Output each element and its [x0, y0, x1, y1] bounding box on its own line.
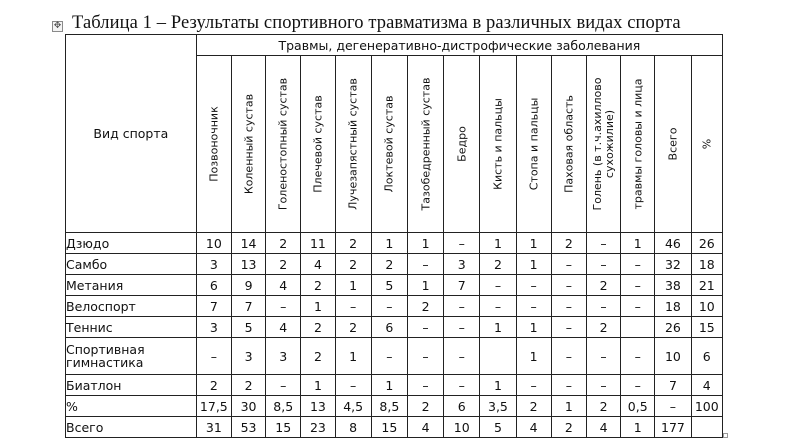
value-cell: –: [407, 317, 443, 338]
column-header: Голень (в т.ч.ахиллово сухожилие): [586, 56, 620, 233]
value-cell: –: [551, 296, 586, 317]
column-header: %: [691, 56, 722, 233]
table-body: [66, 233, 723, 438]
table-row: [66, 275, 723, 296]
value-cell: 3: [444, 254, 480, 275]
value-cell: –: [621, 275, 655, 296]
value-cell: 10: [691, 296, 722, 317]
table-row: [66, 375, 723, 396]
sport-name-cell: %: [66, 396, 197, 417]
value-cell: 2: [335, 254, 371, 275]
value-cell: 53: [231, 417, 265, 438]
value-cell: –: [551, 375, 586, 396]
value-cell: –: [266, 296, 301, 317]
value-cell: –: [551, 275, 586, 296]
value-cell: 2: [335, 317, 371, 338]
value-cell: 4: [586, 417, 620, 438]
value-cell: 3: [231, 338, 265, 375]
sport-name-cell: Метания: [66, 275, 197, 296]
value-cell: 2: [551, 417, 586, 438]
value-cell: 7: [196, 296, 231, 317]
value-cell: 2: [301, 317, 335, 338]
value-cell: 4: [266, 275, 301, 296]
value-cell: [480, 338, 516, 375]
value-cell: 7: [231, 296, 265, 317]
value-cell: –: [516, 296, 551, 317]
value-cell: 177: [655, 417, 691, 438]
value-cell: 2: [407, 396, 443, 417]
value-cell: –: [335, 375, 371, 396]
value-cell: –: [444, 296, 480, 317]
value-cell: –: [407, 375, 443, 396]
value-cell: 6: [371, 317, 407, 338]
value-cell: 1: [621, 233, 655, 254]
value-cell: 1: [551, 396, 586, 417]
value-cell: 14: [231, 233, 265, 254]
sport-name-cell: Велоспорт: [66, 296, 197, 317]
value-cell: 5: [231, 317, 265, 338]
table-row: [66, 317, 723, 338]
value-cell: 26: [691, 233, 722, 254]
value-cell: 3: [196, 254, 231, 275]
value-cell: 10: [444, 417, 480, 438]
value-cell: 0,5: [621, 396, 655, 417]
value-cell: –: [586, 233, 620, 254]
value-cell: 1: [371, 233, 407, 254]
value-cell: 10: [655, 338, 691, 375]
table-row: [66, 296, 723, 317]
sport-name-cell: Теннис: [66, 317, 197, 338]
value-cell: –: [444, 338, 480, 375]
value-cell: 8,5: [371, 396, 407, 417]
column-header: Локтевой сустав: [371, 56, 407, 233]
value-cell: –: [586, 338, 620, 375]
value-cell: 4: [301, 254, 335, 275]
value-cell: 1: [371, 375, 407, 396]
value-cell: –: [371, 338, 407, 375]
value-cell: 1: [516, 317, 551, 338]
value-cell: 17,5: [196, 396, 231, 417]
sport-name-cell: Самбо: [66, 254, 197, 275]
value-cell: –: [621, 375, 655, 396]
value-cell: 1: [407, 233, 443, 254]
table-row: [66, 233, 723, 254]
value-cell: 2: [301, 275, 335, 296]
value-cell: 1: [480, 233, 516, 254]
value-cell: 2: [586, 275, 620, 296]
value-cell: 2: [266, 233, 301, 254]
value-cell: 18: [691, 254, 722, 275]
value-cell: 13: [301, 396, 335, 417]
column-header: Плечевой сустав: [301, 56, 335, 233]
value-cell: 1: [301, 296, 335, 317]
value-cell: –: [551, 254, 586, 275]
header-row-group: [66, 35, 723, 56]
value-cell: –: [551, 338, 586, 375]
value-cell: –: [516, 275, 551, 296]
column-header: Позвоночник: [196, 56, 231, 233]
value-cell: 46: [655, 233, 691, 254]
value-cell: 18: [655, 296, 691, 317]
value-cell: –: [621, 296, 655, 317]
column-header: Тазобедренный сустав: [407, 56, 443, 233]
table-row: [66, 338, 723, 375]
value-cell: 2: [551, 233, 586, 254]
value-cell: –: [551, 317, 586, 338]
value-cell: 2: [586, 396, 620, 417]
value-cell: 11: [301, 233, 335, 254]
sport-name-cell: Дзюдо: [66, 233, 197, 254]
value-cell: 7: [655, 375, 691, 396]
column-header: Голеностопный сустав: [266, 56, 301, 233]
value-cell: 2: [301, 338, 335, 375]
value-cell: –: [586, 296, 620, 317]
sport-column-header: Вид спорта: [66, 35, 197, 233]
value-cell: –: [516, 375, 551, 396]
value-cell: 2: [371, 254, 407, 275]
value-cell: –: [266, 375, 301, 396]
sport-name-cell: Всего: [66, 417, 197, 438]
value-cell: 1: [335, 338, 371, 375]
value-cell: 4: [516, 417, 551, 438]
value-cell: 2: [196, 375, 231, 396]
value-cell: 1: [335, 275, 371, 296]
table-row: [66, 417, 723, 438]
value-cell: 3: [196, 317, 231, 338]
value-cell: 1: [516, 254, 551, 275]
table-row: [66, 396, 723, 417]
value-cell: 6: [444, 396, 480, 417]
value-cell: 2: [480, 254, 516, 275]
value-cell: 8,5: [266, 396, 301, 417]
value-cell: 13: [231, 254, 265, 275]
value-cell: 15: [266, 417, 301, 438]
value-cell: –: [480, 275, 516, 296]
value-cell: 26: [655, 317, 691, 338]
value-cell: 10: [196, 233, 231, 254]
value-cell: [621, 317, 655, 338]
value-cell: 5: [371, 275, 407, 296]
table-resize-handle[interactable]: [723, 433, 728, 438]
value-cell: 32: [655, 254, 691, 275]
value-cell: 2: [335, 233, 371, 254]
value-cell: –: [621, 254, 655, 275]
value-cell: 100: [691, 396, 722, 417]
value-cell: 15: [691, 317, 722, 338]
value-cell: 9: [231, 275, 265, 296]
value-cell: 1: [480, 317, 516, 338]
trauma-table: [65, 34, 723, 438]
column-header: Бедро: [444, 56, 480, 233]
value-cell: 31: [196, 417, 231, 438]
value-cell: 2: [266, 254, 301, 275]
value-cell: 2: [231, 375, 265, 396]
value-cell: 38: [655, 275, 691, 296]
value-cell: –: [444, 233, 480, 254]
value-cell: 2: [586, 317, 620, 338]
column-header: Паховая область: [551, 56, 586, 233]
column-header: Стопа и пальцы: [516, 56, 551, 233]
value-cell: 5: [480, 417, 516, 438]
value-cell: 2: [407, 296, 443, 317]
value-cell: 6: [691, 338, 722, 375]
column-header: Всего: [655, 56, 691, 233]
value-cell: –: [586, 254, 620, 275]
value-cell: –: [444, 375, 480, 396]
value-cell: –: [407, 338, 443, 375]
column-header: травмы головы и лица: [621, 56, 655, 233]
value-cell: –: [407, 254, 443, 275]
value-cell: 21: [691, 275, 722, 296]
table-caption: Таблица 1 – Результаты спортивного травматизма в различных видах спорта: [72, 13, 681, 33]
value-cell: –: [196, 338, 231, 375]
sport-name-cell: Спортивная гимнастика: [66, 338, 197, 375]
value-cell: 1: [301, 375, 335, 396]
value-cell: 1: [480, 375, 516, 396]
value-cell: 6: [196, 275, 231, 296]
value-cell: 3,5: [480, 396, 516, 417]
value-cell: 30: [231, 396, 265, 417]
value-cell: 1: [516, 338, 551, 375]
value-cell: 7: [444, 275, 480, 296]
value-cell: –: [444, 317, 480, 338]
value-cell: –: [586, 375, 620, 396]
value-cell: 23: [301, 417, 335, 438]
sport-name-cell: Биатлон: [66, 375, 197, 396]
value-cell: 2: [516, 396, 551, 417]
table-move-handle-icon[interactable]: ✥: [53, 21, 62, 31]
column-header: Кисть и пальцы: [480, 56, 516, 233]
value-cell: 4: [266, 317, 301, 338]
value-cell: 4: [407, 417, 443, 438]
value-cell: –: [335, 296, 371, 317]
table-row: [66, 254, 723, 275]
column-header: Коленный сустав: [231, 56, 265, 233]
value-cell: –: [621, 338, 655, 375]
value-cell: –: [371, 296, 407, 317]
group-header: Травмы, дегенеративно-дистрофические заболевания: [196, 35, 722, 56]
value-cell: 1: [621, 417, 655, 438]
value-cell: [691, 417, 722, 438]
value-cell: –: [480, 296, 516, 317]
value-cell: –: [655, 396, 691, 417]
value-cell: 4,5: [335, 396, 371, 417]
value-cell: 8: [335, 417, 371, 438]
value-cell: 15: [371, 417, 407, 438]
value-cell: 3: [266, 338, 301, 375]
value-cell: 4: [691, 375, 722, 396]
value-cell: 1: [407, 275, 443, 296]
column-header: Лучезапястный сустав: [335, 56, 371, 233]
value-cell: 1: [516, 233, 551, 254]
